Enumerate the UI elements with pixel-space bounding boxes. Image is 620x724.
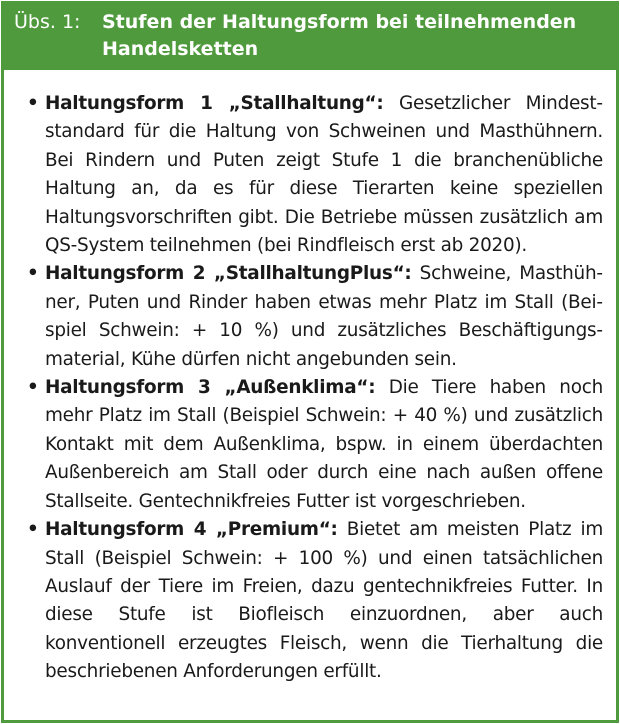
item-text: Bietet am meisten Platz im Stall (Beispiel Schwein: + 100 %) und einen tatsächlichen Auslauf der Tiere im Freien, dazu gentechnikfreies Futter. In diese Stufe ist Biofleisch einzuordnen, aber auch konventionell erzeugtes Fleisch, wenn die Tierhaltung die beschriebenen Anforderungen erfüllt. [45,519,603,683]
item-text: Die Tiere haben noch mehr Platz im Stall (Beispiel Schwein: + 40 %) und zusätzlich Kontakt mit dem Außenklima, bspw. in einem überdachten Außenbereich am Stall oder durch eine nach außen offene Stallseite. Gentechnikfreies Futter ist vorgeschrieben. [45,377,603,512]
item-lead: Haltungsform 1 „Stallhaltung“: [45,93,384,114]
bullet-icon: • [27,377,39,399]
item-lead: Haltungsform 3 „Außenklima“: [45,377,376,399]
info-box [1,1,619,723]
item-lead: Haltungsform 4 „Premium“: [45,519,338,541]
bullet-icon: • [27,263,39,285]
item-text: Schweine, Masthühner, Puten und Rinder haben etwas mehr Platz im Stall (Beispiel Schwein: + 10 %) und zusätzliches Beschäftigungsmaterial, Kühe dürfen nicht angebunden sein. [45,263,603,370]
bullet-icon: • [27,519,39,541]
list-item [27,516,603,686]
box-content [27,90,603,687]
box-title: Stufen der Haltungsform bei teilnehmenden Handelsketten [102,11,577,60]
box-header [4,4,616,70]
list-item [27,260,603,374]
item-lead: Haltungsform 2 „StallhaltungPlus“: [45,263,412,285]
bullet-icon: • [27,93,39,114]
item-text: Gesetzlicher Mindeststandard für die Haltung von Schweinen und Masthühnern. Bei Rindern und Puten zeigt Stufe 1 die branchenübliche Haltung an, da es für diese Tierarten keine speziellen Haltungsvorschriften gibt. Die Betriebe müssen zusätzlich am QS-System teilnehmen (bei Rindfleisch erst ab 2020). [45,93,603,257]
list-item [27,90,603,260]
overview-label: Übs. 1: [14,11,81,33]
list-item [27,374,603,516]
